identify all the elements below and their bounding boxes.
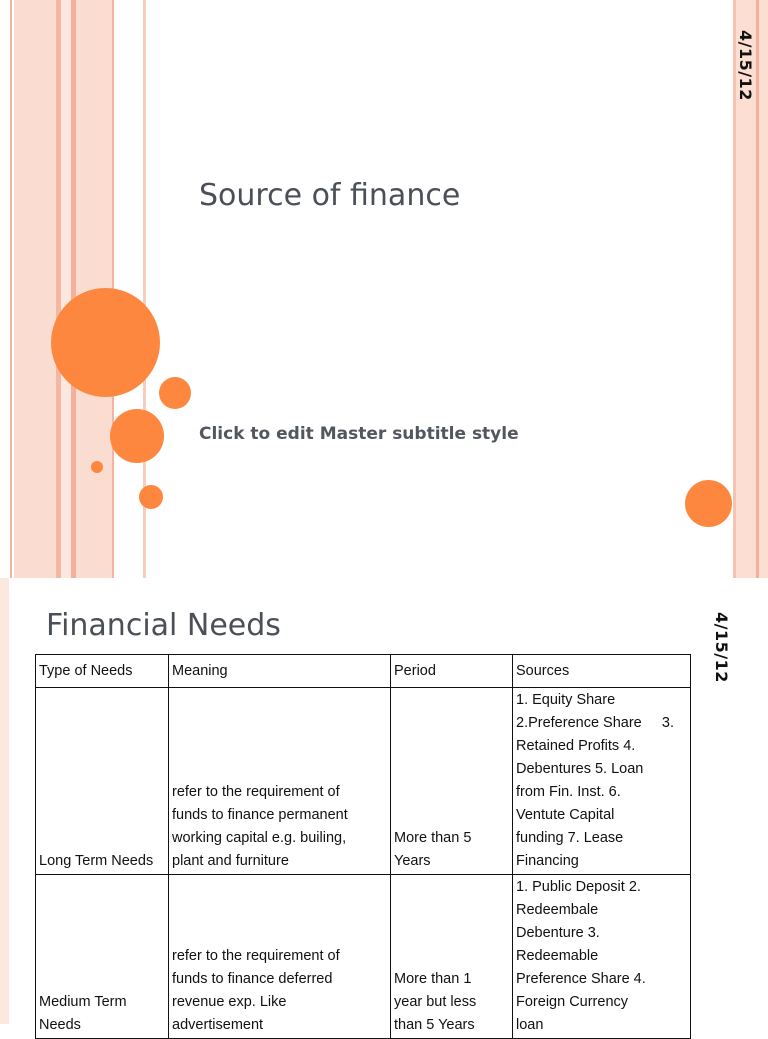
cell-period: [391, 688, 513, 875]
cell-line: Ventute Capital: [516, 807, 615, 823]
cell-line: Financing: [516, 853, 579, 869]
header-sources: Sources: [513, 655, 691, 688]
header-meaning: Meaning: [169, 655, 391, 688]
cell-line: Debentures 5. Loan: [516, 761, 644, 777]
cell-line: from Fin. Inst. 6.: [516, 784, 621, 800]
cell-line: Needs: [39, 1017, 81, 1033]
cell-line: plant and furniture: [172, 853, 289, 869]
right-stripe-outer: [759, 0, 768, 578]
header-period: Period: [391, 655, 513, 688]
slide-financial-needs: [0, 578, 768, 1033]
cell-line: Retained Profits 4.: [516, 738, 636, 754]
cell-line: Long Term Needs: [39, 853, 154, 869]
slide-date: 4/15/12: [712, 612, 731, 683]
left-edge-stripe: [0, 578, 9, 1024]
right-circle: [685, 480, 732, 527]
cell-type: [36, 875, 169, 1039]
left-stripe-pale: [61, 0, 71, 578]
cell-line: funds to finance permanent: [172, 807, 348, 823]
small-circle: [159, 377, 191, 409]
cell-line: revenue exp. Like: [172, 994, 287, 1010]
cell-line: refer to the requirement of: [172, 784, 340, 800]
small-circle-lower: [139, 485, 163, 509]
slide-title[interactable]: Financial Needs: [46, 608, 281, 643]
table-row: [36, 688, 691, 875]
slide-title[interactable]: Source of finance: [199, 178, 461, 213]
cell-line: 2.Preference Share 3.: [516, 715, 674, 731]
cell-sources: [513, 875, 691, 1039]
left-stripe-light: [14, 0, 56, 578]
cell-line: More than 1: [394, 971, 472, 987]
cell-line: year but less: [394, 994, 477, 1010]
cell-line: Medium Term: [39, 994, 127, 1010]
cell-line: funding 7. Lease: [516, 830, 624, 846]
cell-line: funds to finance deferred: [172, 971, 333, 987]
cell-line: than 5 Years: [394, 1017, 475, 1033]
cell-line: Debenture 3.: [516, 925, 600, 941]
cell-line: advertisement: [172, 1017, 264, 1033]
cell-line: loan: [516, 1017, 544, 1033]
cell-line: Redeemable: [516, 948, 599, 964]
cell-line: Foreign Currency: [516, 994, 629, 1010]
cell-period: [391, 875, 513, 1039]
left-stripe-thin: [10, 0, 12, 578]
header-type-of-needs: Type of Needs: [36, 655, 169, 688]
cell-line: Preference Share 4.: [516, 971, 646, 987]
large-circle: [51, 288, 160, 397]
cell-meaning: [169, 875, 391, 1039]
cell-meaning: [169, 688, 391, 875]
cell-line: More than 5: [394, 830, 472, 846]
tiny-circle: [91, 461, 103, 473]
cell-sources: [513, 688, 691, 875]
medium-circle: [110, 409, 164, 463]
cell-line: Redeembale: [516, 902, 599, 918]
cell-line: 1. Equity Share: [516, 692, 616, 708]
table-header-row: [36, 655, 691, 688]
cell-type: [36, 688, 169, 875]
cell-line: working capital e.g. builing,: [172, 830, 347, 846]
table-row: [36, 875, 691, 1039]
slide-subtitle[interactable]: Click to edit Master subtitle style: [199, 424, 519, 444]
cell-line: Years: [394, 853, 431, 869]
cell-line: refer to the requirement of: [172, 948, 340, 964]
financial-needs-table: [35, 654, 691, 1039]
cell-line: 1. Public Deposit 2.: [516, 879, 641, 895]
slide-date: 4/15/12: [736, 30, 755, 101]
